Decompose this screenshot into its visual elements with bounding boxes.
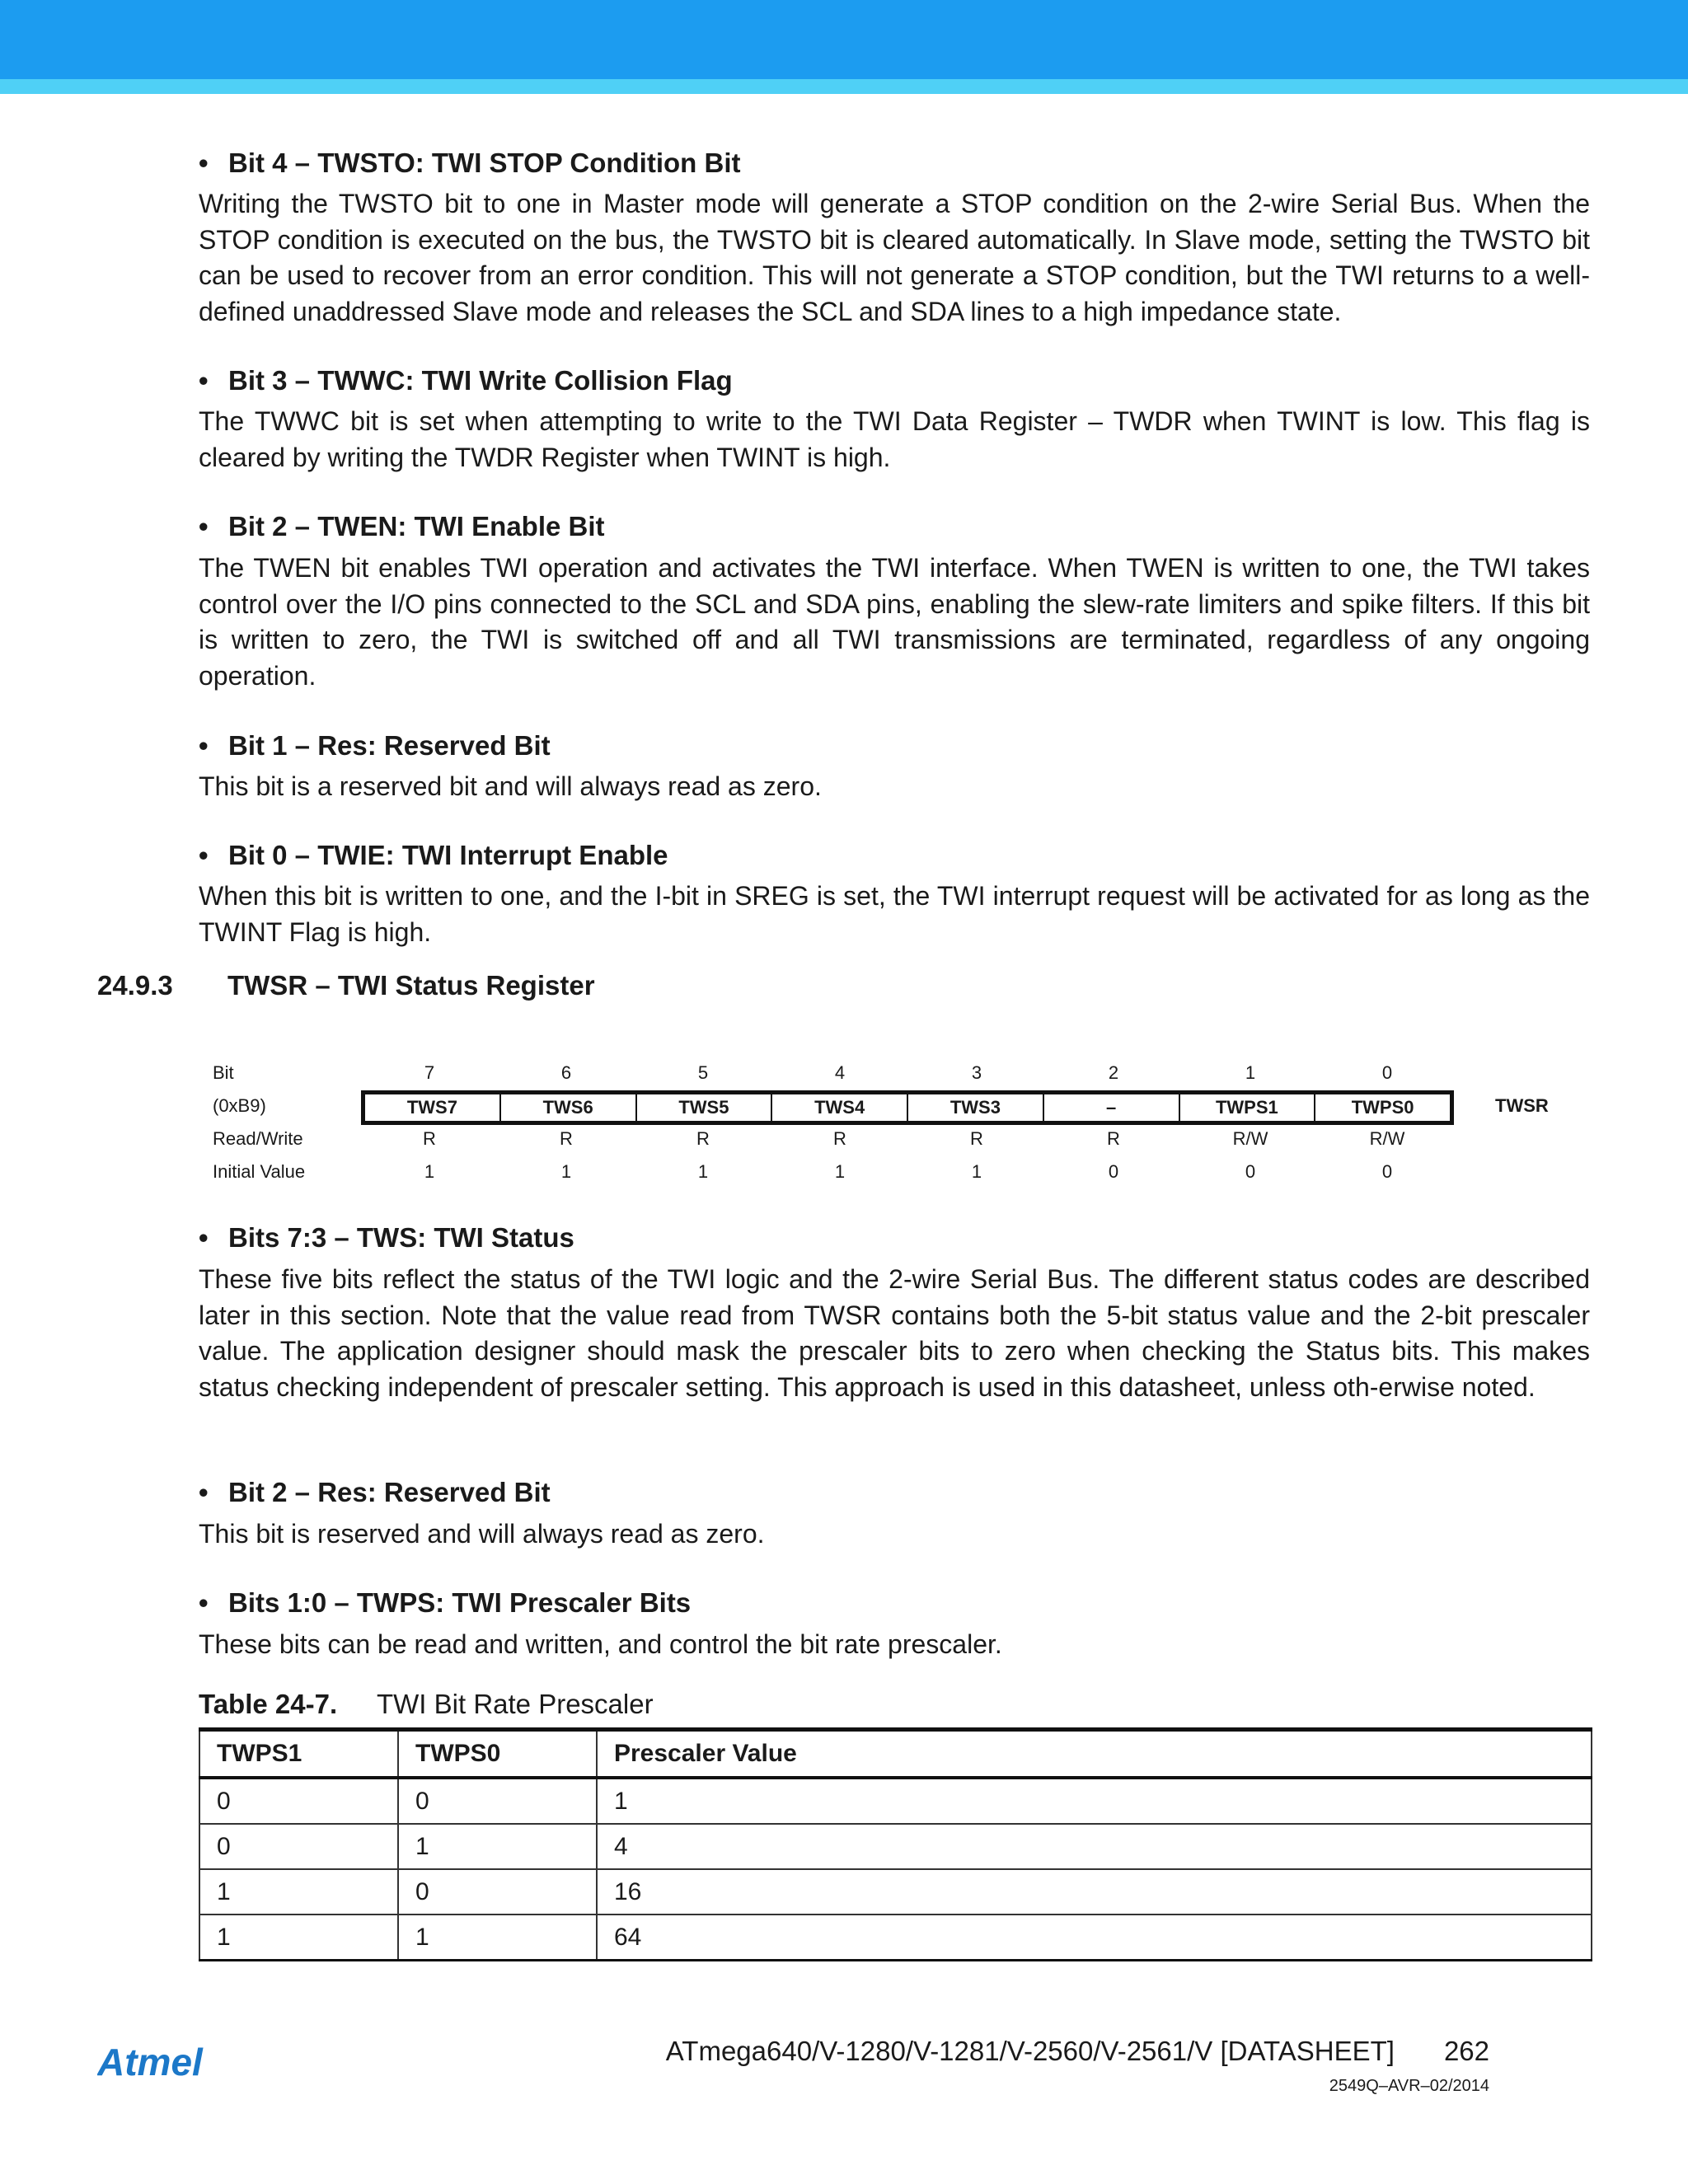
section-number: 24.9.3 (97, 970, 173, 1001)
rw-value: R (833, 1128, 846, 1149)
bit-number: 4 (834, 1062, 846, 1083)
res-bit2-body: This bit is reserved and will always read as zero. (199, 1519, 765, 1549)
res-bit2-heading: • Bit 2 – Res: Reserved Bit (199, 1477, 551, 1507)
table-cell: 0 (398, 1778, 597, 1824)
field-tws4: TWS4 (772, 1094, 908, 1121)
bit1-heading: • Bit 1 – Res: Reserved Bit (199, 730, 551, 761)
bits73-body: These five bits reflect the status of the TWI logic and the 2-wire Serial Bus. The different status codes are described later in this section. Note that the value read from TWSR contains both the 5-bit status value and the 2-bit prescaler value. The application designer should mask the prescaler bits to zero when checking the Status bits. This makes status checking independent of prescaler setting. This approach is used in this datasheet, unless oth-erwise noted. (199, 1264, 1590, 1402)
bits10-heading: • Bits 1:0 – TWPS: TWI Prescaler Bits (199, 1587, 692, 1618)
bits73-heading: • Bits 7:3 – TWS: TWI Status (199, 1222, 574, 1253)
table-cell: 1 (398, 1824, 597, 1869)
table-cell: 0 (199, 1778, 398, 1824)
table-row (199, 1869, 1592, 1915)
field-twps0: TWPS0 (1351, 1097, 1414, 1118)
row-label-bit: Bit (213, 1062, 234, 1083)
header-bar (0, 0, 1688, 79)
table-row (199, 1778, 1592, 1824)
page-number: 262 (1443, 2036, 1489, 2066)
bit-number: 3 (971, 1062, 982, 1083)
table-cell: 1 (199, 1869, 398, 1915)
register-name: TWSR (1495, 1095, 1549, 1116)
table-cell: 1 (199, 1915, 398, 1961)
initial-value: 0 (1108, 1161, 1119, 1182)
bit-number: 0 (1381, 1062, 1393, 1083)
table-cell: 16 (597, 1869, 1592, 1915)
footer-title (500, 2036, 1489, 2067)
initial-value: 1 (560, 1161, 572, 1182)
column-header: TWPS1 (199, 1730, 398, 1779)
initial-value: 0 (1245, 1161, 1256, 1182)
table-row (199, 1915, 1592, 1961)
rw-value: R/W (1369, 1128, 1405, 1149)
initial-value: 1 (834, 1161, 846, 1182)
bit0-body: When this bit is written to one, and the I-bit in SREG is set, the TWI interrupt request will be activated for as long as the TWINT Flag is high. (199, 881, 1590, 947)
table-cell: 1 (398, 1915, 597, 1961)
section-title: TWSR – TWI Status Register (227, 970, 595, 1001)
initial-value: 1 (424, 1161, 435, 1182)
column-header: Prescaler Value (597, 1730, 1592, 1779)
table-title: TWI Bit Rate Prescaler (377, 1689, 654, 1719)
field-tws3: TWS3 (908, 1094, 1044, 1121)
bit-number: 2 (1108, 1062, 1119, 1083)
rw-value: R (696, 1128, 710, 1149)
table-label: Table 24-7. (199, 1689, 338, 1719)
atmel-logo-icon (97, 2042, 237, 2083)
datasheet-title: ATmega640/V-1280/V-1281/V-2560/V-2561/V [DATASHEET] (665, 2036, 1395, 2066)
table-cell: 0 (199, 1824, 398, 1869)
initial-value: 1 (697, 1161, 709, 1182)
field-tws5: TWS5 (637, 1094, 773, 1121)
document-id: 2549Q–AVR–02/2014 (1329, 2077, 1489, 2095)
table-row (199, 1824, 1592, 1869)
bit-number: 7 (424, 1062, 435, 1083)
bit1-body: This bit is a reserved bit and will always read as zero. (199, 771, 822, 801)
register-diagram (213, 1059, 1614, 1191)
field-reserved: – (1044, 1094, 1180, 1121)
rw-value: R/W (1232, 1128, 1268, 1149)
row-label-rw: Read/Write (213, 1128, 303, 1149)
bits10-body: These bits can be read and written, and control the bit rate prescaler. (199, 1629, 1002, 1659)
bit2-body: The TWEN bit enables TWI operation and activates the TWI interface. When TWEN is written to one, the TWI takes control over the I/O pins connected to the SCL and SDA pins, enabling the slew-rate limiters and spike filters. If this bit is written to zero, the TWI is switched off and all TWI transmissions are terminated, regardless of any ongoing operation. (199, 553, 1590, 691)
field-tws7: TWS7 (365, 1094, 501, 1121)
table-header-row (199, 1730, 1592, 1779)
bit0-heading: • Bit 0 – TWIE: TWI Interrupt Enable (199, 840, 668, 870)
field-twps1: TWPS1 (1180, 1094, 1316, 1121)
header-stripe (0, 79, 1688, 94)
bit-number: 1 (1245, 1062, 1256, 1083)
register-fields-box (361, 1090, 1454, 1125)
bit3-heading: • Bit 3 – TWWC: TWI Write Collision Flag (199, 365, 733, 396)
table-cell: 64 (597, 1915, 1592, 1961)
field-tws6: TWS6 (501, 1094, 637, 1121)
atmel-logo (97, 2042, 237, 2088)
rw-value: R (1107, 1128, 1120, 1149)
bit-number: 6 (560, 1062, 572, 1083)
bit4-heading: • Bit 4 – TWSTO: TWI STOP Condition Bit (199, 148, 741, 178)
svg-text:Atmel: Atmel (97, 2042, 203, 2083)
row-label-address: (0xB9) (213, 1095, 266, 1116)
bit-number: 5 (697, 1062, 709, 1083)
table-cell: 4 (597, 1824, 1592, 1869)
rw-value: R (423, 1128, 436, 1149)
table-cell: 1 (597, 1778, 1592, 1824)
row-label-init: Initial Value (213, 1161, 306, 1182)
table-caption (199, 1688, 654, 1721)
table-cell: 0 (398, 1869, 597, 1915)
column-header: TWPS0 (398, 1730, 597, 1779)
rw-value: R (970, 1128, 983, 1149)
bit2-heading: • Bit 2 – TWEN: TWI Enable Bit (199, 511, 605, 541)
prescaler-table (199, 1727, 1592, 1961)
bit3-body: The TWWC bit is set when attempting to write to the TWI Data Register – TWDR when TWINT is low. This flag is cleared by writing the TWDR Register when TWINT is high. (199, 406, 1590, 472)
initial-value: 0 (1381, 1161, 1393, 1182)
bit4-body: Writing the TWSTO bit to one in Master mode will generate a STOP condition on the 2-wire Serial Bus. When the STOP condition is executed on the bus, the TWSTO bit is cleared automatically. In Slave mode, setting the TWSTO bit can be used to recover from an error condition. This will not generate a STOP condition, but the TWI returns to a well-defined unaddressed Slave mode and releases the SCL and SDA lines to a high impedance state. (199, 189, 1590, 326)
initial-value: 1 (971, 1161, 982, 1182)
rw-value: R (560, 1128, 573, 1149)
